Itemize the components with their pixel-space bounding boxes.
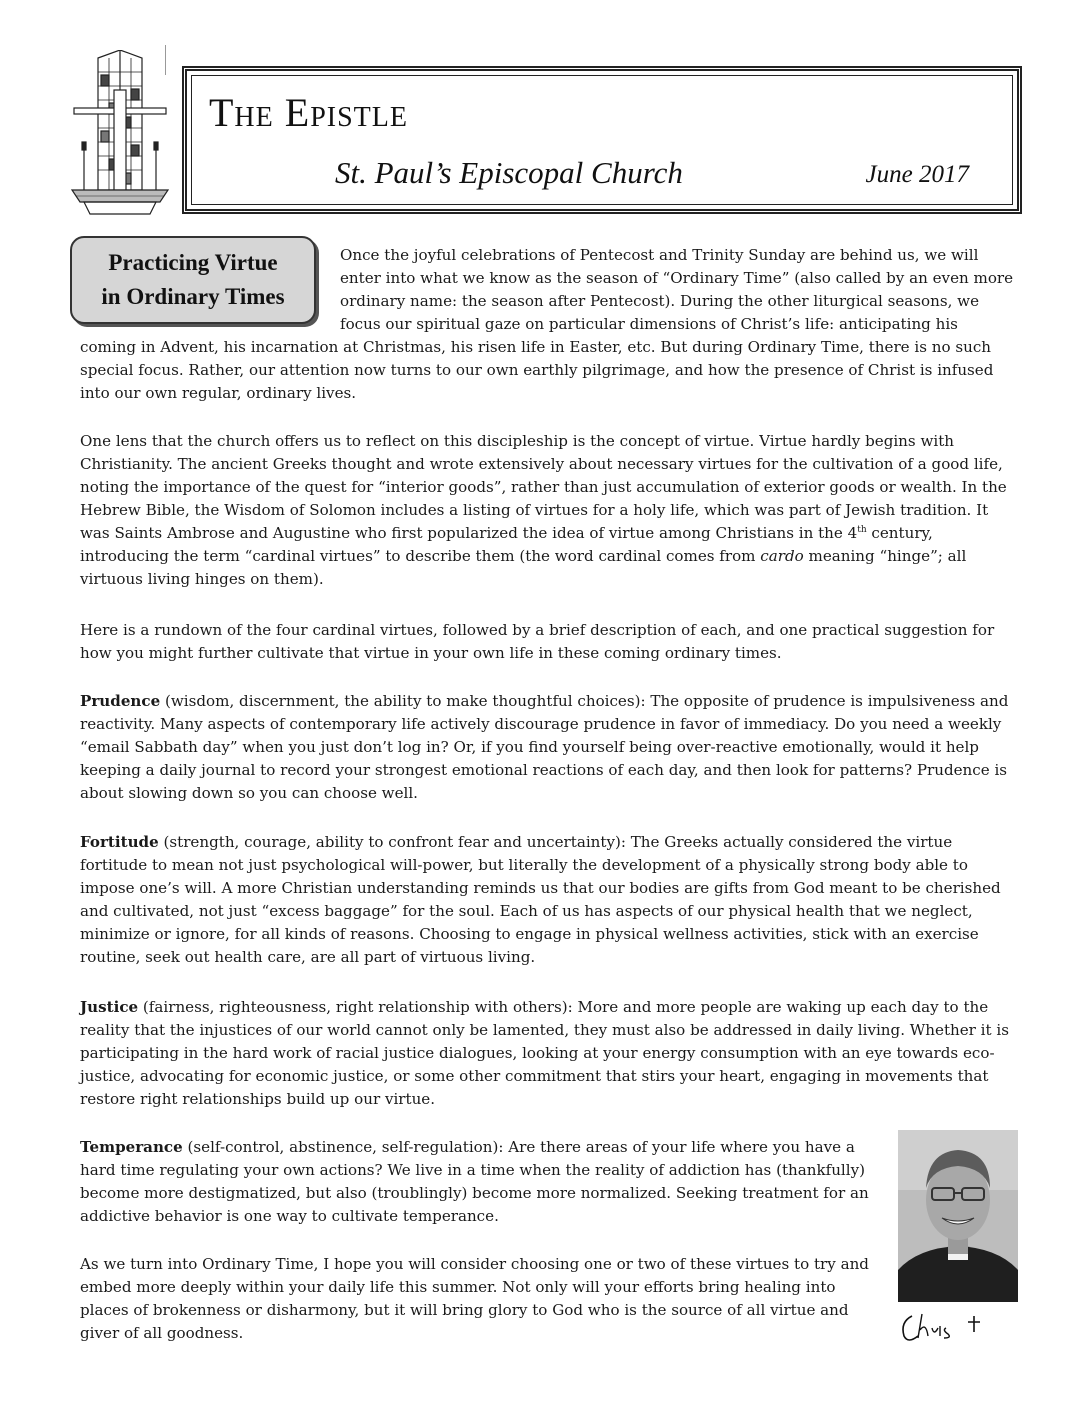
fortitude-paragraph <box>80 831 1016 969</box>
justice-term: Justice <box>80 998 139 1016</box>
intro-paragraph-wrapped <box>340 244 1016 336</box>
prudence-text: (wisdom, discernment, the ability to make thoughtful choices): The opposite of prudence is impulsiveness and reactivity. Many aspects of contemporary life actively discourage prudence in favor of immediacy. Do you need a weekly “email Sabbath day” when you just don’t log in? Or, if you find yourself being over-reactive emotionally, would it help keeping a daily journal to record your strongest emotional reactions of each day, and then look for patterns? Prudence is about slowing down so you can choose well. <box>80 692 1009 802</box>
justice-paragraph <box>80 996 1016 1111</box>
article-title-line-2: in Ordinary Times <box>101 284 285 309</box>
newsletter-title: The Epistle <box>209 90 408 135</box>
intro-line-1: Once the joyful celebrations of Pentecost and Trinity Sunday are behind us, we will <box>340 246 979 264</box>
intro-paragraph-rest: coming in Advent, his incarnation at Christmas, his risen life in Easter, etc. But during Ordinary Time, there is no such special focus. Rather, our attention now turns to our own earthly pilgrimage, and how the presence of Christ is infused into our own regular, ordinary lives. <box>80 338 994 402</box>
fortitude-term: Fortitude <box>80 833 159 851</box>
church-window-logo-icon <box>70 50 170 230</box>
virtue-history-paragraph <box>80 430 1016 591</box>
prudence-paragraph <box>80 690 1016 805</box>
article-title-box <box>70 236 316 324</box>
prudence-term: Prudence <box>80 692 161 710</box>
intro-line-4: focus our spiritual gaze on particular dimensions of Christ’s life: anticipating his <box>340 315 958 333</box>
temperance-term: Temperance <box>80 1138 183 1156</box>
rundown-paragraph: Here is a rundown of the four cardinal virtues, followed by a brief description of each, and one practical suggestion for how you might further cultivate that virtue in your own life in these coming ordinary times. <box>80 621 995 662</box>
virtue-history-text-b: century, introducing the term “cardinal virtues” to describe them (the word cardinal comes from <box>80 524 933 565</box>
virtue-history-text-a: One lens that the church offers us to reflect on this discipleship is the concept of virtue. Virtue hardly begins with Christianity. The ancient Greeks thought and wrote extensively about necessary virtues for the cultivation of a good life, noting the importance of the quest for “interior goods”, rather than just accumulation of exterior goods or wealth. In the Hebrew Bible, the Wisdom of Solomon includes a listing of virtues for a holy life, which was part of Jewish tradition. It was Saints Ambrose and Augustine who first popularized the idea of virtue among Christians in the 4 <box>80 432 1007 542</box>
justice-text: (fairness, righteousness, right relationship with others): More and more people are waking up each day to the reality that the injustices of our world cannot only be lamented, they must also be addressed in daily living. Whether it is participating in the hard work of racial justice dialogues, looking at your energy consumption with an eye towards eco-justice, advocating for economic justice, or some other commitment that stirs your heart, engaging in movements that restore right relationships build up our virtue. <box>80 998 1009 1108</box>
cardo-term: cardo <box>760 547 804 565</box>
virtue-history-text-c: meaning “hinge”; all virtuous living hinges on them). <box>80 547 967 588</box>
fortitude-text: (strength, courage, ability to confront fear and uncertainty): The Greeks actually considered the virtue fortitude to mean not just psychological will-power, but literally the development of a physically strong body able to impose one’s will. A more Christian understanding reminds us that our bodies are gifts from God meant to be cherished and cultivated, not just “excess baggage” for the soul. Each of us has aspects of our physical health that we neglect, minimize or ignore, for all kinds of reasons. Choosing to engage in physical wellness activities, stick with an exercise routine, seek out health care, are all part of virtuous living. <box>80 833 1001 966</box>
intro-line-2: enter into what we know as the season of “Ordinary Time” (also called by an even more <box>340 269 1014 287</box>
temperance-paragraph <box>80 1136 888 1228</box>
closing-paragraph: As we turn into Ordinary Time, I hope you will consider choosing one or two of these virtues to try and embed more deeply within your daily life this summer. Not only will your efforts bring healing into places of brokenness or disharmony, but it will bring glory to God who is the source of all virtue and giver of all goodness. <box>80 1255 869 1342</box>
article-title-line-1: Practicing Virtue <box>108 250 278 275</box>
author-signature <box>898 1306 998 1346</box>
article-title <box>101 246 284 314</box>
masthead-box <box>182 66 1022 214</box>
ordinal-superscript: th <box>857 524 867 535</box>
church-name: St. Paul’s Episcopal Church <box>335 155 683 190</box>
intro-line-3: ordinary name: the season after Pentecost). During the other liturgical seasons, we <box>340 292 980 310</box>
author-photo <box>898 1130 1018 1302</box>
temperance-text: (self-control, abstinence, self-regulation): Are there areas of your life where you have a hard time regulating your own actions? We live in a time when the reality of addiction has (thankfully) become more destigmatized, but also (troublingly) become more normalized. Seeking treatment for an addictive behavior is one way to cultivate temperance. <box>80 1138 869 1225</box>
logo-divider-line <box>165 45 166 75</box>
issue-date: June 2017 <box>865 161 969 188</box>
